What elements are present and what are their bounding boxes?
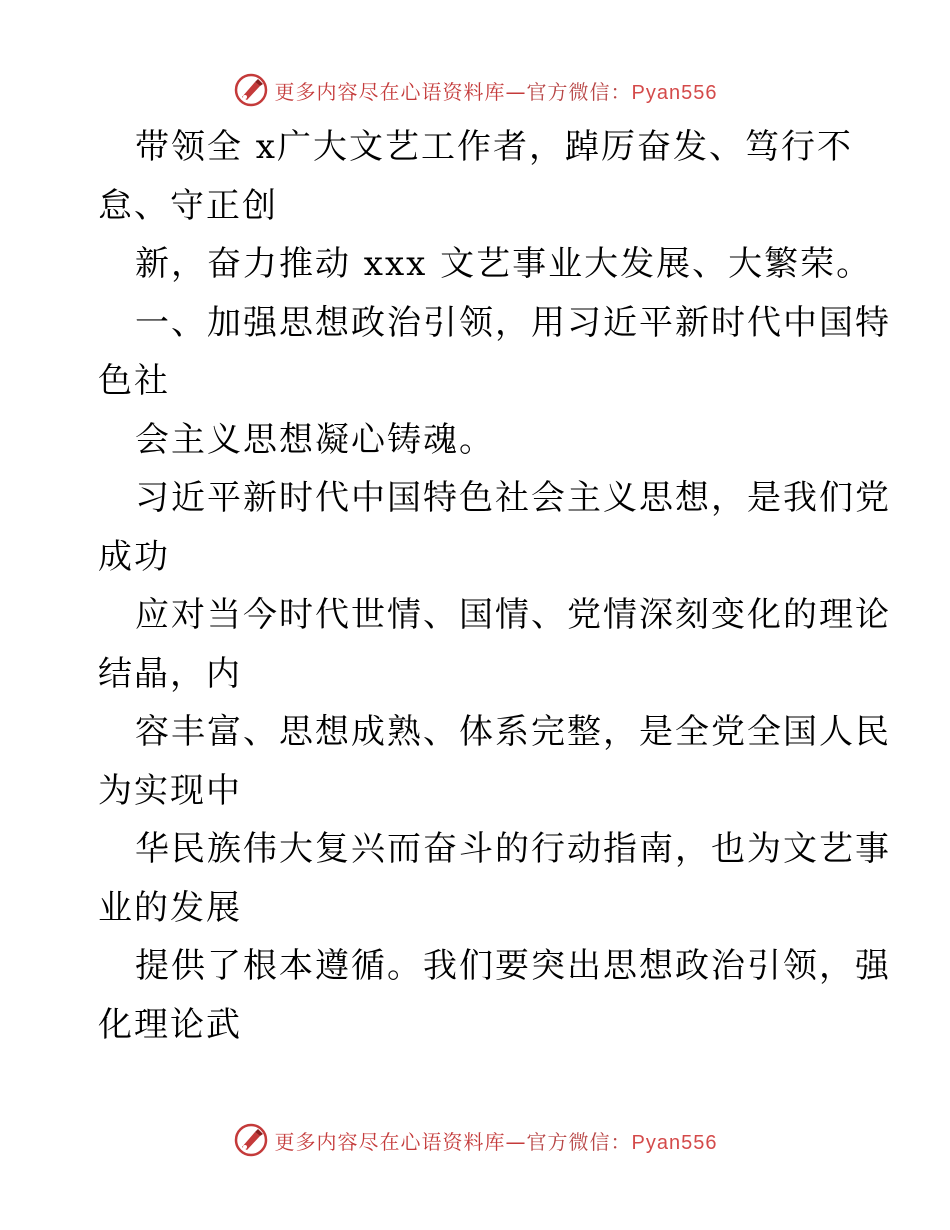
banner-title: 更多内容尽在心语资料库	[274, 79, 506, 104]
text-line: 习近平新时代中国特色社会主义思想，是我们党	[135, 478, 891, 518]
text-line: 新，奋力推动 xxx 文艺事业大发展、大繁荣。	[135, 244, 873, 284]
text-line: 一、加强思想政治引领，用习近平新时代中国特	[135, 302, 891, 343]
text-line: 为实现中	[98, 770, 242, 811]
footer-banner	[0, 1120, 950, 1160]
text-line: 提供了根本遵循。我们要突出思想政治引领，强	[135, 946, 891, 986]
text-line: 容丰富、思想成熟、体系完整，是全党全国人民	[135, 712, 891, 752]
text-line: 华民族伟大复兴而奋斗的行动指南，也为文艺事	[135, 829, 891, 869]
text-line: 化理论武	[98, 1004, 242, 1045]
document-body	[98, 118, 891, 1054]
pen-logo-icon	[233, 72, 269, 108]
banner-text	[275, 76, 718, 105]
header-banner	[0, 70, 950, 110]
banner-dash: —	[505, 79, 527, 104]
text-line: 应对当今时代世情、国情、党情深刻变化的理论	[135, 595, 891, 635]
text-line: 成功	[98, 536, 170, 577]
banner-handle: Pyan556	[631, 1131, 718, 1154]
banner-title: 更多内容尽在心语资料库	[274, 1129, 506, 1154]
pen-logo-icon	[233, 1122, 269, 1158]
text-line: 怠、守正创	[98, 185, 278, 226]
text-line: 结晶，内	[98, 653, 242, 694]
banner-official-label: 官方微信：	[526, 79, 632, 104]
banner-handle: Pyan556	[631, 81, 718, 104]
text-line: 色社	[98, 361, 170, 401]
banner-text	[275, 1126, 718, 1155]
text-line: 带领全 x广大文艺工作者，踔厉奋发、笃行不	[135, 127, 853, 167]
banner-official-label: 官方微信：	[526, 1129, 632, 1154]
text-line: 业的发展	[98, 887, 242, 928]
text-line: 会主义思想凝心铸魂。	[135, 419, 495, 460]
banner-dash: —	[505, 1129, 527, 1154]
